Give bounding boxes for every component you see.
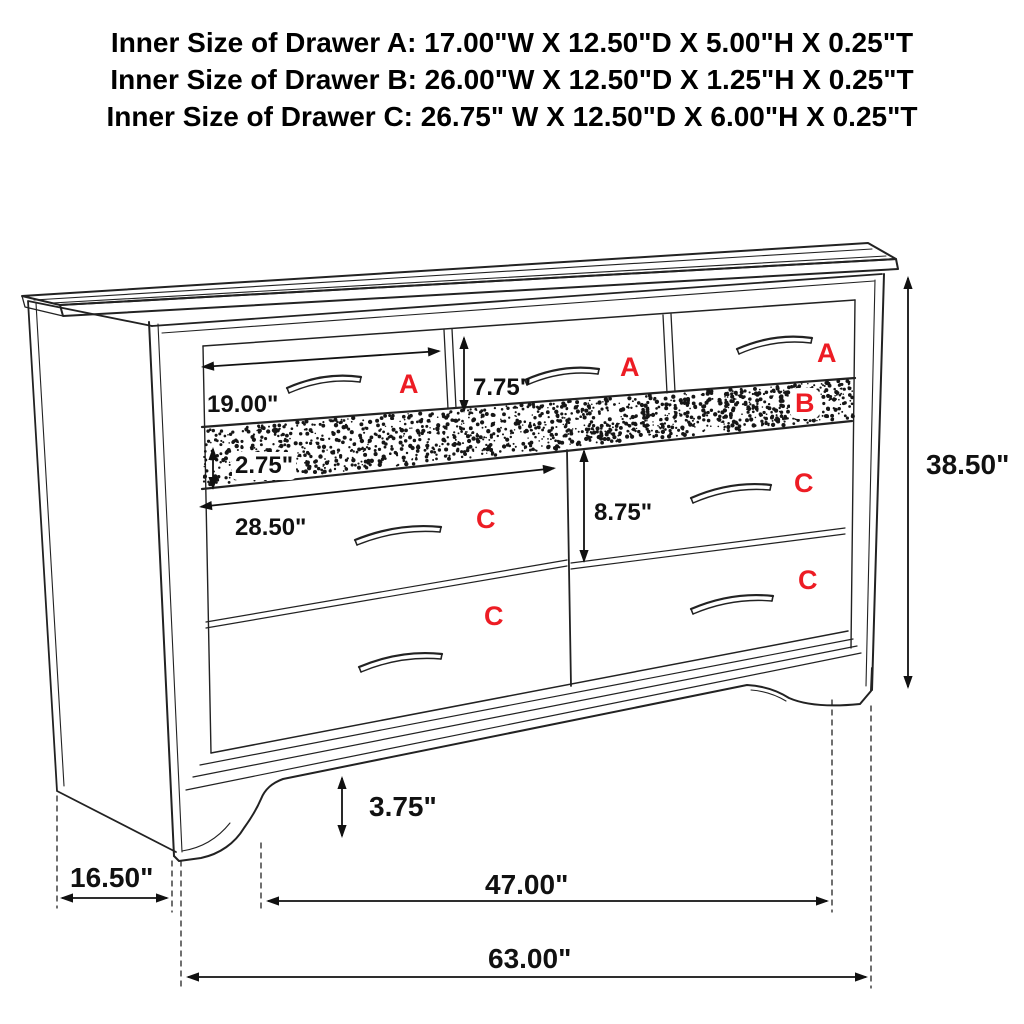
drawer-label-c-right-top: C [794,468,814,498]
dim-overall-height-label: 38.50" [926,449,1010,480]
left-side-panel [28,301,176,852]
dresser-top-bevel-line-1 [34,249,872,300]
dim-side-depth-label: 16.50" [70,862,154,893]
c-left-gap [206,560,567,631]
dim-drawer-a-height-label: 7.75" [473,374,532,401]
drawer-label-b-strip: B [790,388,820,419]
dim-foot-height-label: 3.75" [369,791,437,822]
inner-size-note-drawer-a: Inner Size of Drawer A: 17.00"W X 12.50"D X 5.00"H X 0.25"T [110,27,914,58]
drawer-label-c-left-bottom: C [484,601,504,631]
dim-drawer-b-height-label: 2.75" [232,452,296,480]
dim-feet-span-label: 47.00" [485,869,569,900]
inner-size-note-drawer-c: Inner Size of Drawer C: 26.75" W X 12.50"D X 6.00"H X 0.25"T [106,101,918,132]
dresser-top-bevel-line-2 [52,256,886,303]
dim-drawer-c-width-label: 28.50" [235,514,307,541]
drawer-label-c-left-top: C [476,504,496,534]
a-row-divider-1 [444,329,456,409]
inner-size-note-drawer-b: Inner Size of Drawer B: 26.00"W X 12.50"D X 1.25"H X 0.25"T [110,64,914,95]
drawer-label-a-left: A [399,369,419,399]
a-row-divider-2 [663,314,675,393]
base-feet-outline [174,668,872,861]
c-right-gap [571,528,845,569]
drawer-label-a-middle: A [620,352,640,382]
drawer-label-c-right-bottom: C [798,565,818,595]
c-column-divider [567,450,571,686]
dim-drawer-a-width-label: 19.00" [207,391,279,418]
dim-overall-width-label: 63.00" [488,943,572,974]
drawer-label-a-right: A [817,338,837,368]
dim-drawer-c-height-label: 8.75" [594,499,653,526]
